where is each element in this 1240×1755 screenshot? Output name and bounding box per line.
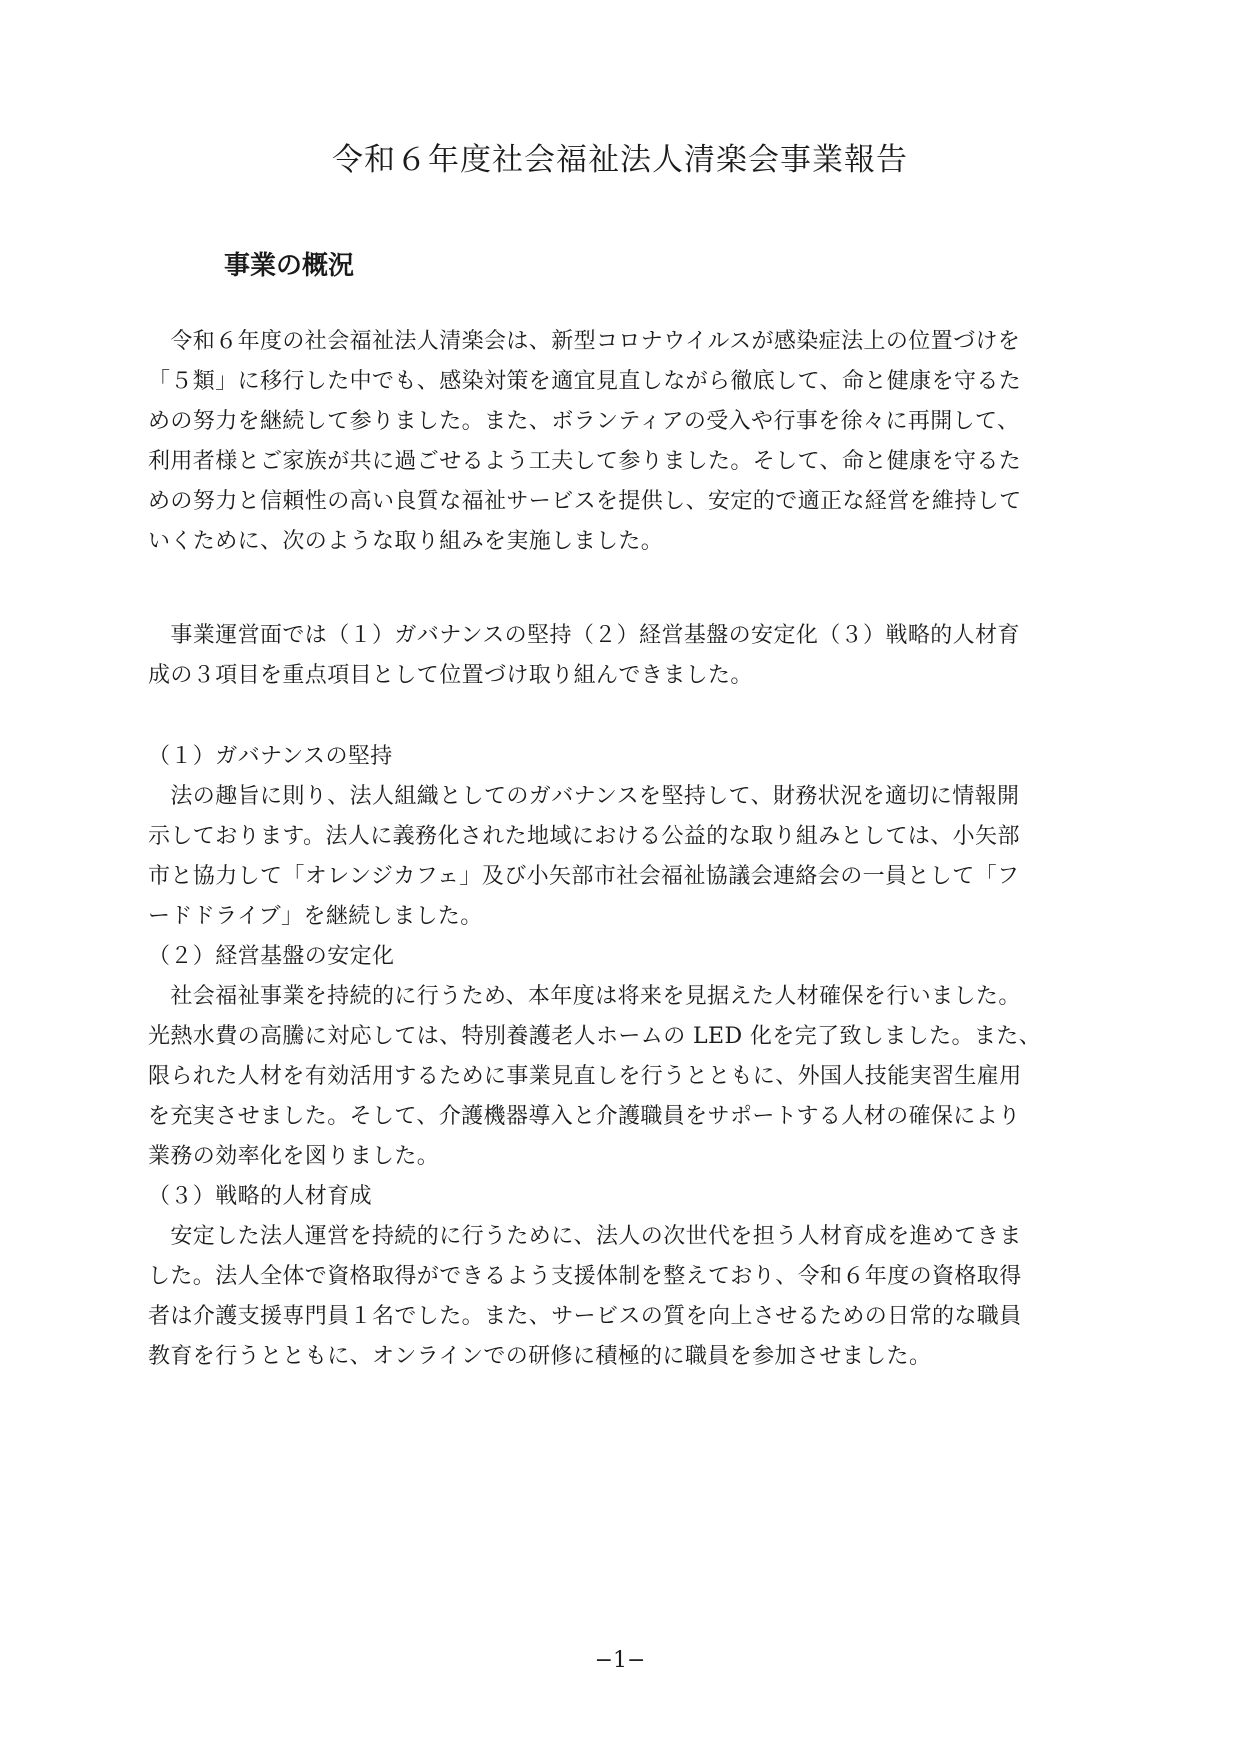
- paragraph-line: いくために、次のような取り組みを実施しました。: [148, 529, 664, 554]
- body-text: [148, 322, 1113, 562]
- paragraph-line: 「５類」に移行した中でも、感染対策を適宜見直しながら徹底して、命と健康を守るた: [148, 369, 1022, 394]
- paragraph-line: 市と協力して「オレンジカフェ」及び小矢部市社会福祉協議会連絡会の一員として「フ: [148, 864, 1020, 889]
- section-heading: 事業の概況: [224, 251, 355, 281]
- paragraph-line: した。法人全体で資格取得ができるよう支援体制を整えており、令和６年度の資格取得: [148, 1264, 1022, 1289]
- paragraph-line: 利用者様とご家族が共に過ごせるよう工夫して参りました。そして、命と健康を守るた: [148, 449, 1022, 474]
- paragraph-line: めの努力を継続して参りました。また、ボランティアの受入や行事を徐々に再開して、: [148, 409, 1020, 434]
- body-text: [148, 616, 1113, 696]
- subsection-heading: （２）経営基盤の安定化: [148, 944, 395, 969]
- paragraph-line: 限られた人材を有効活用するために事業見直しを行うとともに、外国人技能実習生雇用: [148, 1064, 1022, 1089]
- paragraph-line: 示しております。法人に義務化された地域における公益的な取り組みとしては、小矢部: [148, 824, 1020, 849]
- paragraph-line: 業務の効率化を図りました。: [148, 1144, 440, 1169]
- subsection-heading: （３）戦略的人材育成: [148, 1184, 373, 1209]
- paragraph-line: 光熱水費の高騰に対応しては、特別養護老人ホームの LED 化を完了致しました。また、: [148, 1024, 1042, 1049]
- paragraph-line: 令和６年度の社会福祉法人清楽会は、新型コロナウイルスが感染症法上の位置づけを: [148, 329, 1021, 354]
- paragraph-line: 者は介護支援専門員１名でした。また、サービスの質を向上させるための日常的な職員: [148, 1304, 1022, 1329]
- paragraph-line: 安定した法人運営を持続的に行うために、法人の次世代を担う人材育成を進めてきま: [148, 1224, 1022, 1249]
- paragraph-line: 教育を行うとともに、オンラインでの研修に積極的に職員を参加させました。: [148, 1344, 932, 1369]
- paragraph-line: 法の趣旨に則り、法人組織としてのガバナンスを堅持して、財務状況を適切に情報開: [148, 784, 1020, 809]
- paragraph-line: 成の３項目を重点項目として位置づけ取り組んできました。: [148, 663, 753, 688]
- paragraph-line: めの努力と信頼性の高い良質な福祉サービスを提供し、安定的で適正な経営を維持して: [148, 489, 1022, 514]
- paragraph-line: を充実させました。そして、介護機器導入と介護職員をサポートする人材の確保により: [148, 1104, 1021, 1129]
- document-title: 令和６年度社会福祉法人清楽会事業報告: [332, 142, 908, 178]
- page-number: −1−: [594, 1648, 646, 1673]
- paragraph-line: ードドライブ」を継続しました。: [148, 904, 483, 929]
- paragraph-line: 事業運営面では（１）ガバナンスの堅持（２）経営基盤の安定化（３）戦略的人材育: [148, 623, 1020, 648]
- subsection-heading: （１）ガバナンスの堅持: [148, 744, 393, 769]
- paragraph-line: 社会福祉事業を持続的に行うため、本年度は将来を見据えた人材確保を行いました。: [148, 984, 1021, 1009]
- body-text: [148, 737, 1113, 1377]
